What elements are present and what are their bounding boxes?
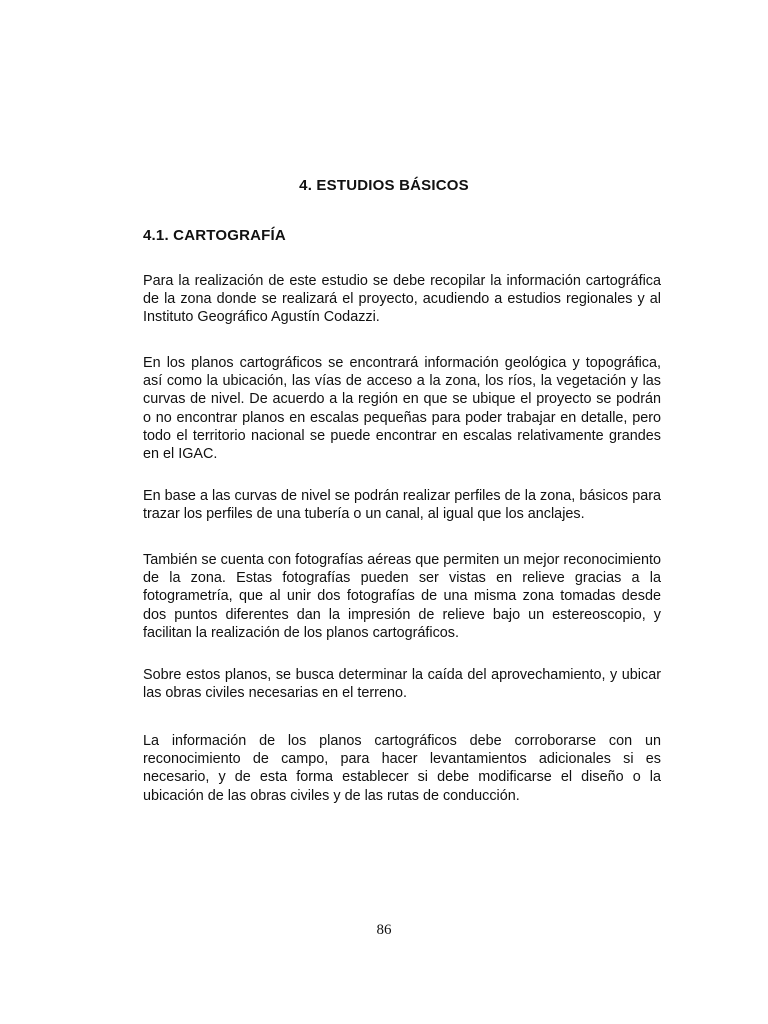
chapter-title: 4. ESTUDIOS BÁSICOS: [299, 177, 469, 194]
page-number: 86: [376, 922, 392, 938]
paragraph: Para la realización de este estudio se debe recopilar la información cartográfica de la zona donde se realizará el proyecto, acudiendo a estudios regionales y al Instituto Geográfico Agustín Codazzi.: [143, 273, 661, 326]
paragraph: En base a las curvas de nivel se podrán realizar perfiles de la zona, básicos para trazar los perfiles de una tubería o un canal, al igual que los anclajes.: [143, 488, 661, 523]
paragraph: Sobre estos planos, se busca determinar la caída del aprovechamiento, y ubicar las obras civiles necesarias en el terreno.: [143, 667, 661, 702]
section-title: 4.1. CARTOGRAFÍA: [143, 227, 286, 244]
paragraph: También se cuenta con fotografías aéreas que permiten un mejor reconocimiento de la zona. Estas fotografías pueden ser vistas en relieve gracias a la fotogrametría, que al unir dos fotografías de una misma zona tomadas desde dos puntos diferentes dan la impresión de relieve bajo un estereoscopio, y facilitan la realización de los planos cartográficos.: [143, 552, 661, 641]
paragraph: La información de los planos cartográficos debe corroborarse con un reconocimiento de campo, para hacer levantamientos adicionales si es necesario, y de esta forma establecer si debe modificarse el diseño o la ubicación de las obras civiles y de las rutas de conducción.: [143, 733, 661, 804]
paragraph: En los planos cartográficos se encontrará información geológica y topográfica, así como la ubicación, las vías de acceso a la zona, los ríos, la vegetación y las curvas de nivel. De acuerdo a la región en que se ubique el proyecto se podrán o no encontrar planos en escalas pequeñas para poder trabajar en detalle, pero todo el territorio nacional se puede encontrar en escalas relativamente grandes en el IGAC.: [143, 355, 661, 463]
